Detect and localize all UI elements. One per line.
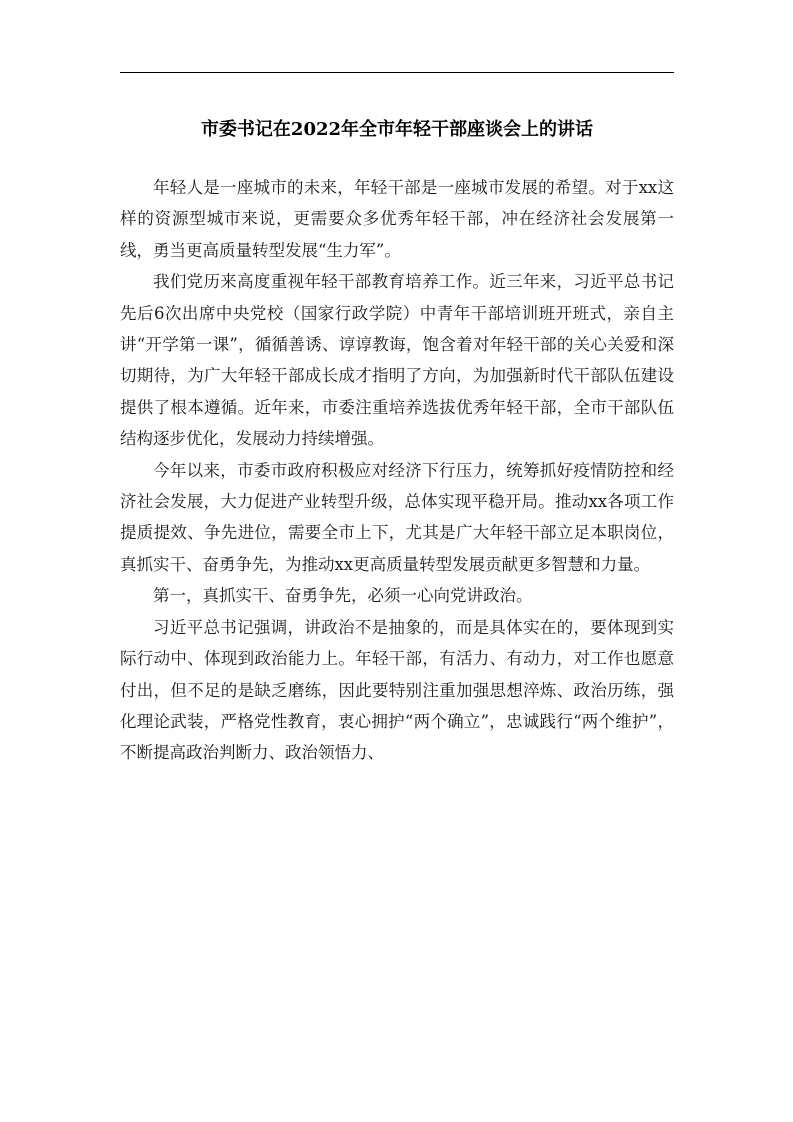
paragraph-first-point: 第一，真抓实干、奋勇争先，必须一心向党讲政治。: [153, 586, 533, 606]
paragraph-politics: 习近平总书记强调，讲政治不是抽象的，而是具体实在的，要体现到实际行动中、体现到政治能力上。年轻干部，有活力、有动力，对工作也愿意付出，但不足的是缺乏磨练，因此要特别注重加强思想淬炼、政治历练，强化理论武装，严格党性教育，衷心拥护“两个确立”，忠诚践行“两个维护”，不断提高政治判断力、政治领悟力、: [120, 617, 674, 763]
paragraph-intro: 年轻人是一座城市的未来，年轻干部是一座城市发展的希望。对于xx这样的资源型城市来说，更需要众多优秀年轻干部，冲在经济社会发展第一线，勇当更高质量转型发展“生力军”。: [120, 178, 674, 260]
document-body: [120, 172, 674, 769]
header-rule: [120, 72, 674, 73]
document-title: 市委书记在2022年全市年轻干部座谈会上的讲话: [200, 119, 594, 140]
paragraph-party-attention: 我们党历来高度重视年轻干部教育培养工作。近三年来，习近平总书记先后6次出席中央党校（国家行政学院）中青年干部培训班开班式，亲自主讲“开学第一课”，循循善诱、谆谆教诲，饱含着对年轻干部的关心关爱和深切期待，为广大年轻干部成长成才指明了方向，为加强新时代干部队伍建设提供了根本遵循。近年来，市委注重培养选拔优秀年轻干部，全市干部队伍结构逐步优化，发展动力持续增强。: [120, 272, 674, 449]
paragraph-this-year: 今年以来，市委市政府积极应对经济下行压力，统筹抓好疫情防控和经济社会发展，大力促进产业转型升级，总体实现平稳开局。推动xx各项工作提质提效、争先进位，需要全市上下，尤其是广大年轻干部立足本职岗位，真抓实干、奋勇争先，为推动xx更高质量转型发展贡献更多智慧和力量。: [120, 460, 674, 574]
